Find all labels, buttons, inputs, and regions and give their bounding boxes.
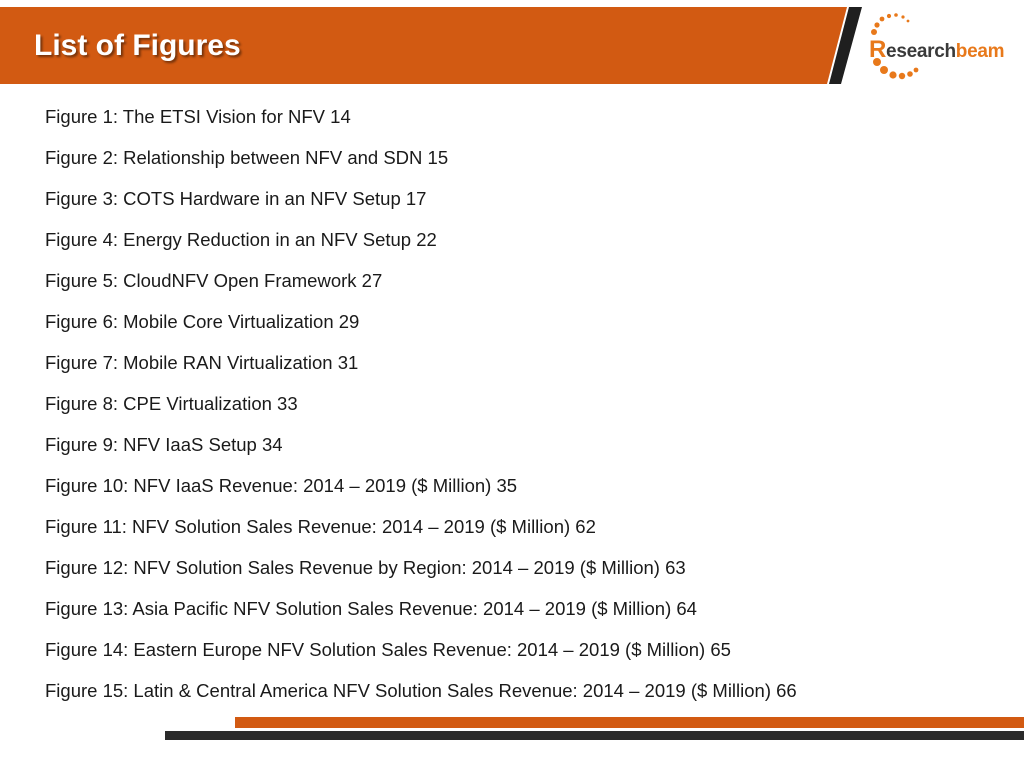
figure-item-5: Figure 5: CloudNFV Open Framework 27: [45, 270, 383, 291]
figure-item-10: Figure 10: NFV IaaS Revenue: 2014 – 2019 ($ Million) 35: [45, 475, 518, 496]
figure-item-3: Figure 3: COTS Hardware in an NFV Setup 17: [45, 188, 427, 209]
footer-orange-bar: [235, 717, 1024, 728]
logo-wordmark: [869, 36, 1004, 64]
figure-item-1: Figure 1: The ETSI Vision for NFV 14: [45, 106, 351, 127]
figure-item-6: Figure 6: Mobile Core Virtualization 29: [45, 311, 360, 332]
figure-item-11: Figure 11: NFV Solution Sales Revenue: 2014 – 2019 ($ Million) 62: [45, 516, 596, 537]
figure-item-14: Figure 14: Eastern Europe NFV Solution Sales Revenue: 2014 – 2019 ($ Million) 65: [45, 639, 731, 660]
logo-text-beam: beam: [955, 41, 1005, 62]
figure-item-7: Figure 7: Mobile RAN Virtualization 31: [45, 352, 359, 373]
footer-dark-bar: [165, 731, 1024, 740]
page-title: List of Figures: [34, 29, 241, 62]
figure-item-13: Figure 13: Asia Pacific NFV Solution Sales Revenue: 2014 – 2019 ($ Million) 64: [45, 598, 697, 619]
figure-item-9: Figure 9: NFV IaaS Setup 34: [45, 434, 283, 455]
figure-item-8: Figure 8: CPE Virtualization 33: [45, 393, 298, 414]
logo-letter-r: R: [869, 36, 887, 63]
figure-item-2: Figure 2: Relationship between NFV and SDN 15: [45, 147, 449, 168]
figure-item-12: Figure 12: NFV Solution Sales Revenue by Region: 2014 – 2019 ($ Million) 63: [45, 557, 686, 578]
logo-text-research: esearch: [886, 41, 956, 62]
figure-item-15: Figure 15: Latin & Central America NFV Solution Sales Revenue: 2014 – 2019 ($ Million) 66: [45, 680, 797, 701]
researchbeam-logo: [866, 12, 1016, 84]
figure-item-4: Figure 4: Energy Reduction in an NFV Setup 22: [45, 229, 437, 250]
figure-list: [45, 104, 797, 719]
